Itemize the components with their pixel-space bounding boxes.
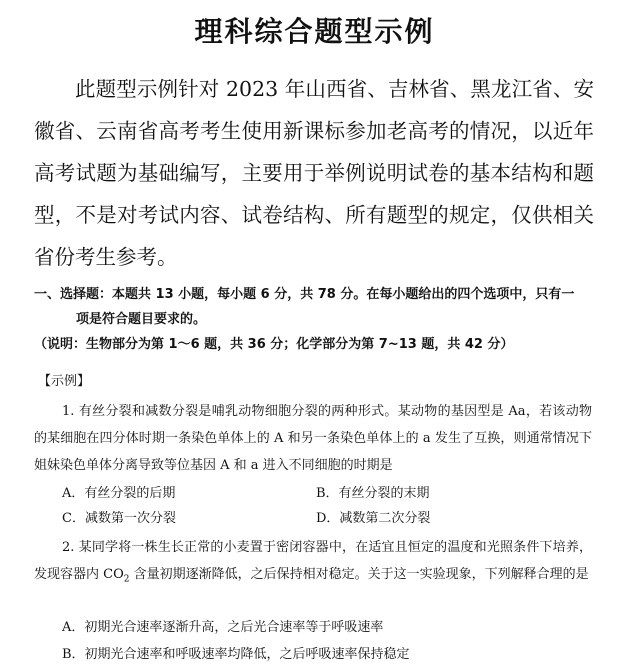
question-2-stem bbox=[34, 534, 592, 594]
example-label: 【示例】 bbox=[38, 374, 91, 389]
question-1-option-b: B．有丝分裂的末期 bbox=[316, 486, 430, 501]
section-heading-line2: 项是符合题目要求的。 bbox=[76, 312, 207, 327]
question-1-stem: 1. 有丝分裂和减数分裂是哺乳动物细胞分裂的两种形式。某动物的基因型是 Aa，若该动物的某细胞在四分体时期一条染色单体上的 A 和另一条染色单体上的 a 发生了互换，则通常情况下姐妹染色单体分离导致等位基因 A 和 a 进入不同细胞的时期是 bbox=[34, 404, 592, 473]
question-2-stem-subscript: 2 bbox=[123, 574, 130, 585]
page-title: 理科综合题型示例 bbox=[194, 15, 435, 48]
question-2-option-b: B．初期光合速率和呼吸速率均降低，之后呼吸速率保持稳定 bbox=[62, 647, 410, 662]
section-note: （说明：生物部分为第 1～6 题，共 36 分；化学部分为第 7~13 题，共 42 分） bbox=[34, 337, 514, 352]
section-heading bbox=[34, 282, 594, 332]
question-1-option-a: A．有丝分裂的后期 bbox=[62, 486, 176, 501]
question-2-stem-part1: 2. 某同学将一株生长正常的小麦置于密闭容器中，在适宜且恒定的温度和光照条件下培养，发现容器内 CO bbox=[34, 540, 592, 582]
question-1-option-d: D．减数第二次分裂 bbox=[316, 511, 431, 526]
question-1-option-c: C．减数第一次分裂 bbox=[62, 511, 176, 526]
question-2-stem-part2: 含量初期逐渐降低，之后保持相对稳定。关于这一实验现象，下列解释合理的是 bbox=[129, 567, 589, 582]
question-2-option-a: A．初期光合速率逐渐升高，之后光合速率等于呼吸速率 bbox=[62, 620, 384, 635]
intro-paragraph: 此题型示例针对 2023 年山西省、吉林省、黑龙江省、安徽省、云南省高考考生使用新课标参加老高考的情况，以近年高考试题为基础编写，主要用于举例说明试卷的基本结构和题型，不是对考试内容、试卷结构、所有题型的规定，仅供相关省份考生参考。 bbox=[34, 77, 594, 269]
section-heading-line1: 一、选择题：本题共 13 小题，每小题 6 分，共 78 分。在每小题给出的四个选项中，只有一 bbox=[34, 287, 575, 302]
